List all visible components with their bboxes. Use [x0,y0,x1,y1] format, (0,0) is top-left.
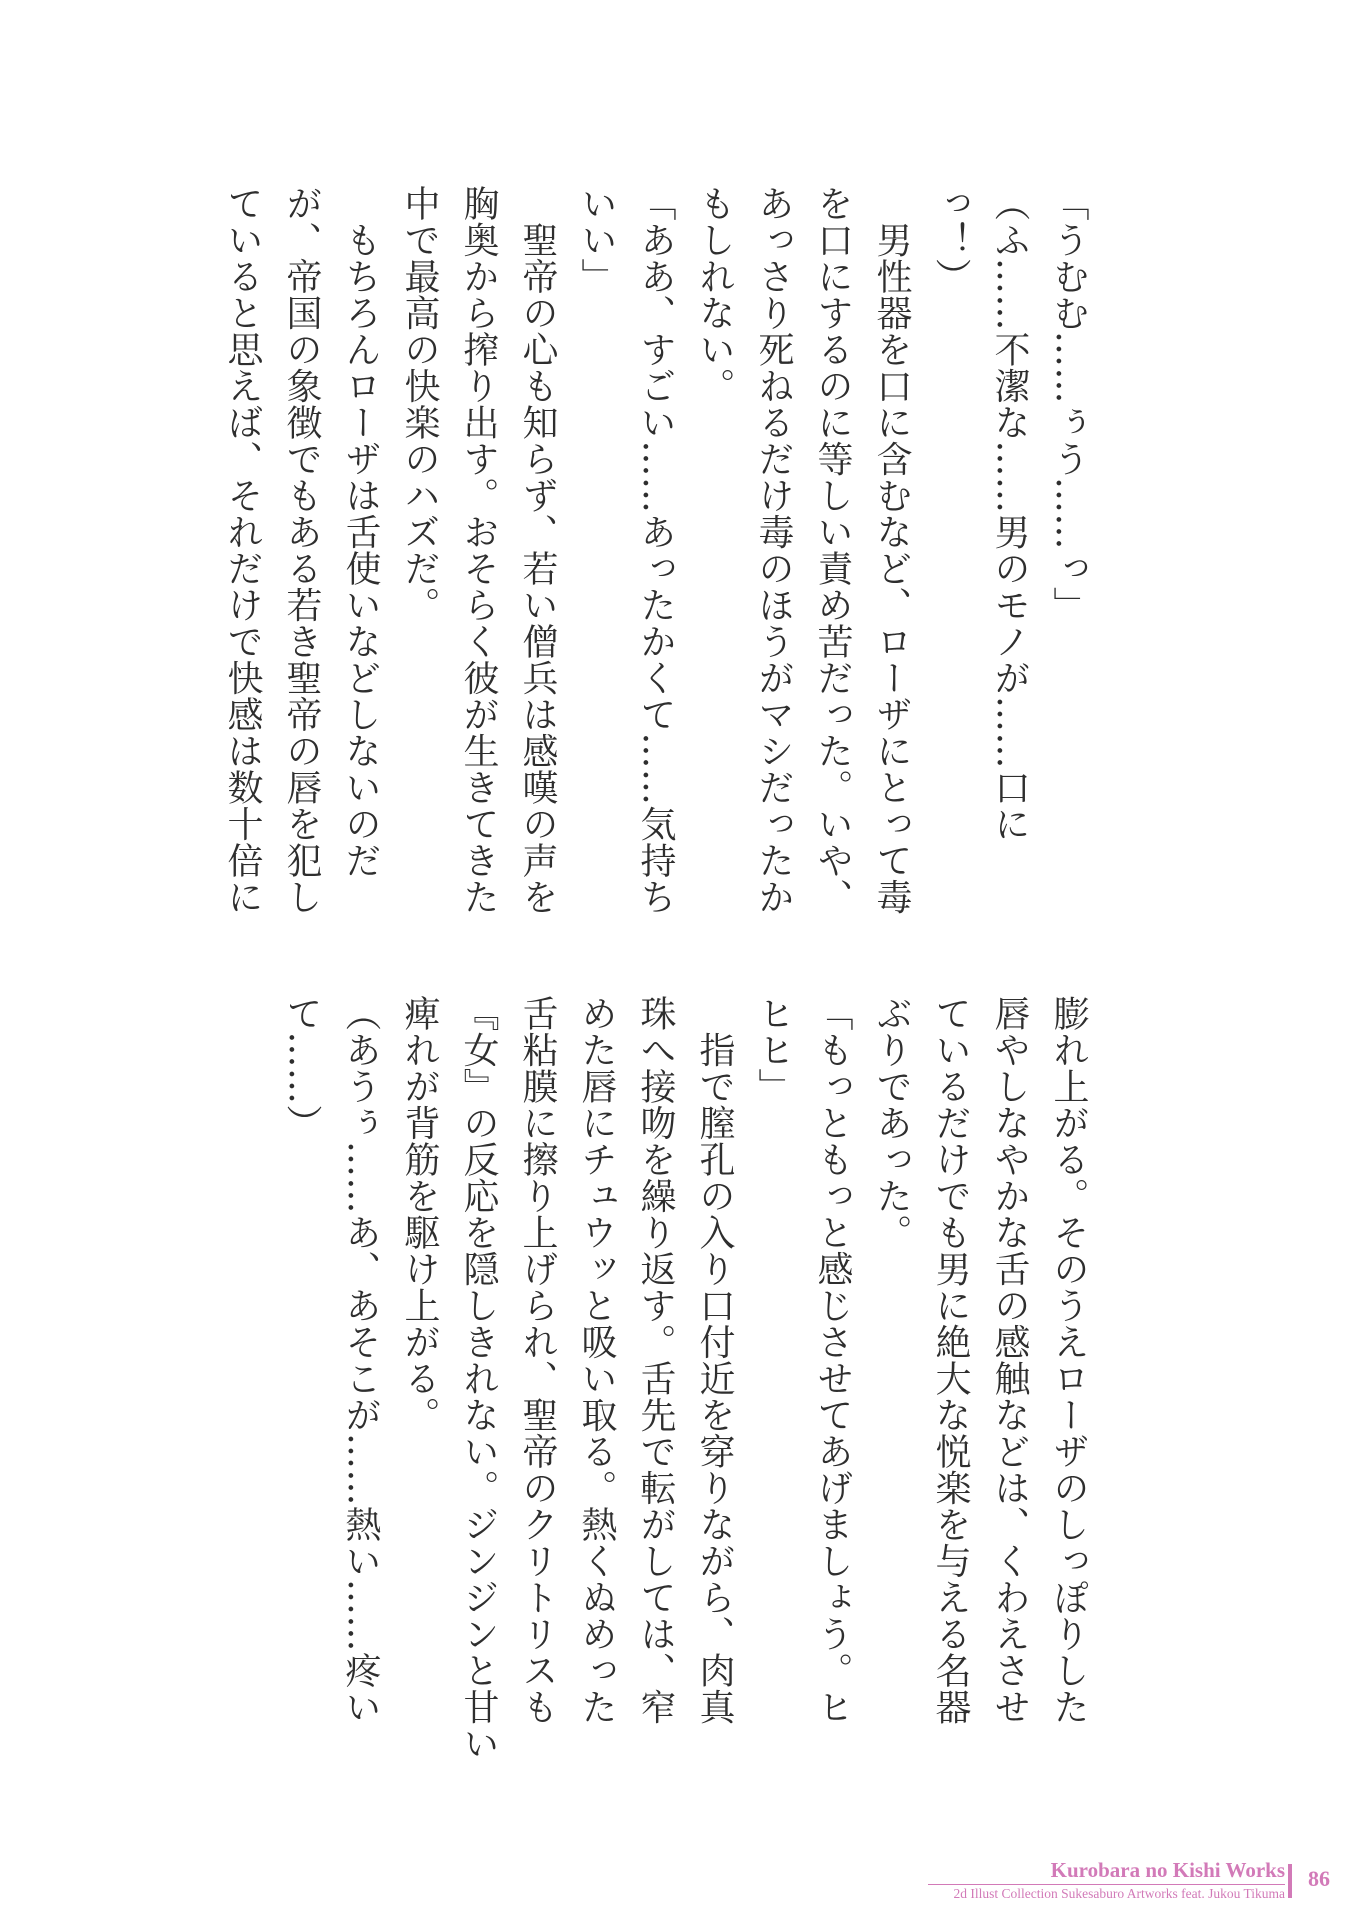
footer-title: Kurobara no Kishi Works [1050,1858,1285,1882]
text-column: めた唇にチュウッと吸い取る。熱くぬめった [576,995,617,1725]
text-column: 珠へ接吻を繰り返す。舌先で転がしては、窄 [635,995,676,1725]
text-column: が、帝国の象徴でもある若き聖帝の唇を犯し [281,185,322,915]
footer-divider [928,1884,1285,1885]
text-column: 「うむむ……ぅう……っ」 [1048,185,1089,623]
text-column: 舌粘膜に擦り上げられ、聖帝のクリトリスも [517,995,558,1725]
text-column: 中で最高の快楽のハズだ。 [399,185,440,623]
footer-subtitle: 2d Illust Collection Sukesaburo Artworks feat. Jukou Tikuma [953,1886,1285,1901]
text-column: 『女』の反応を隠しきれない。ジンジンと甘い [458,995,499,1762]
text-block-upper [213,185,1098,920]
text-column: 指で膣孔の入り口付近を穿りながら、肉真 [694,995,735,1725]
text-column: あっさり死ねるだけ毒のほうがマシだったか [753,185,794,915]
text-column: いい」 [576,185,617,295]
text-column: ぶりであった。 [871,995,912,1251]
footer-vertical-bar [1288,1864,1292,1898]
text-column: もちろんローザは舌使いなどしないのだ [340,185,381,879]
text-column: （あうぅ……あ、あそこが……熱い……疼い [340,995,381,1725]
text-column: 聖帝の心も知らず、若い僧兵は感嘆の声を [517,185,558,915]
text-column: っ！） [930,185,971,295]
text-column: 膨れ上がる。そのうえローザのしっぽりした [1048,995,1089,1725]
page-number: 86 [1308,1866,1330,1891]
text-column: 唇やしなやかな舌の感触などは、くわえさせ [989,995,1030,1725]
text-column: 胸奥から搾り出す。おそらく彼が生きてきた [458,185,499,915]
text-column: 痺れが背筋を駆け上がる。 [399,995,440,1433]
text-column: 「ああ、すごい……あったかくて……気持ち [635,185,676,915]
text-block-lower [272,995,1098,1762]
text-column: ているだけでも男に絶大な悦楽を与える名器 [930,995,971,1725]
text-column: て……） [281,995,322,1141]
text-column: 男性器を口に含むなど、ローザにとって毒 [871,185,912,915]
text-column: （ふ……不潔な……男のモノが……口に [989,185,1030,842]
text-column: 「もっともっと感じさせてあげましょう。ヒ [812,995,853,1725]
text-column: もしれない。 [694,185,735,404]
text-column: ヒヒ」 [753,995,794,1105]
text-column: ていると思えば、それだけで快感は数十倍に [222,185,263,915]
text-column: を口にするのに等しい責め苦だった。いや、 [812,185,853,915]
